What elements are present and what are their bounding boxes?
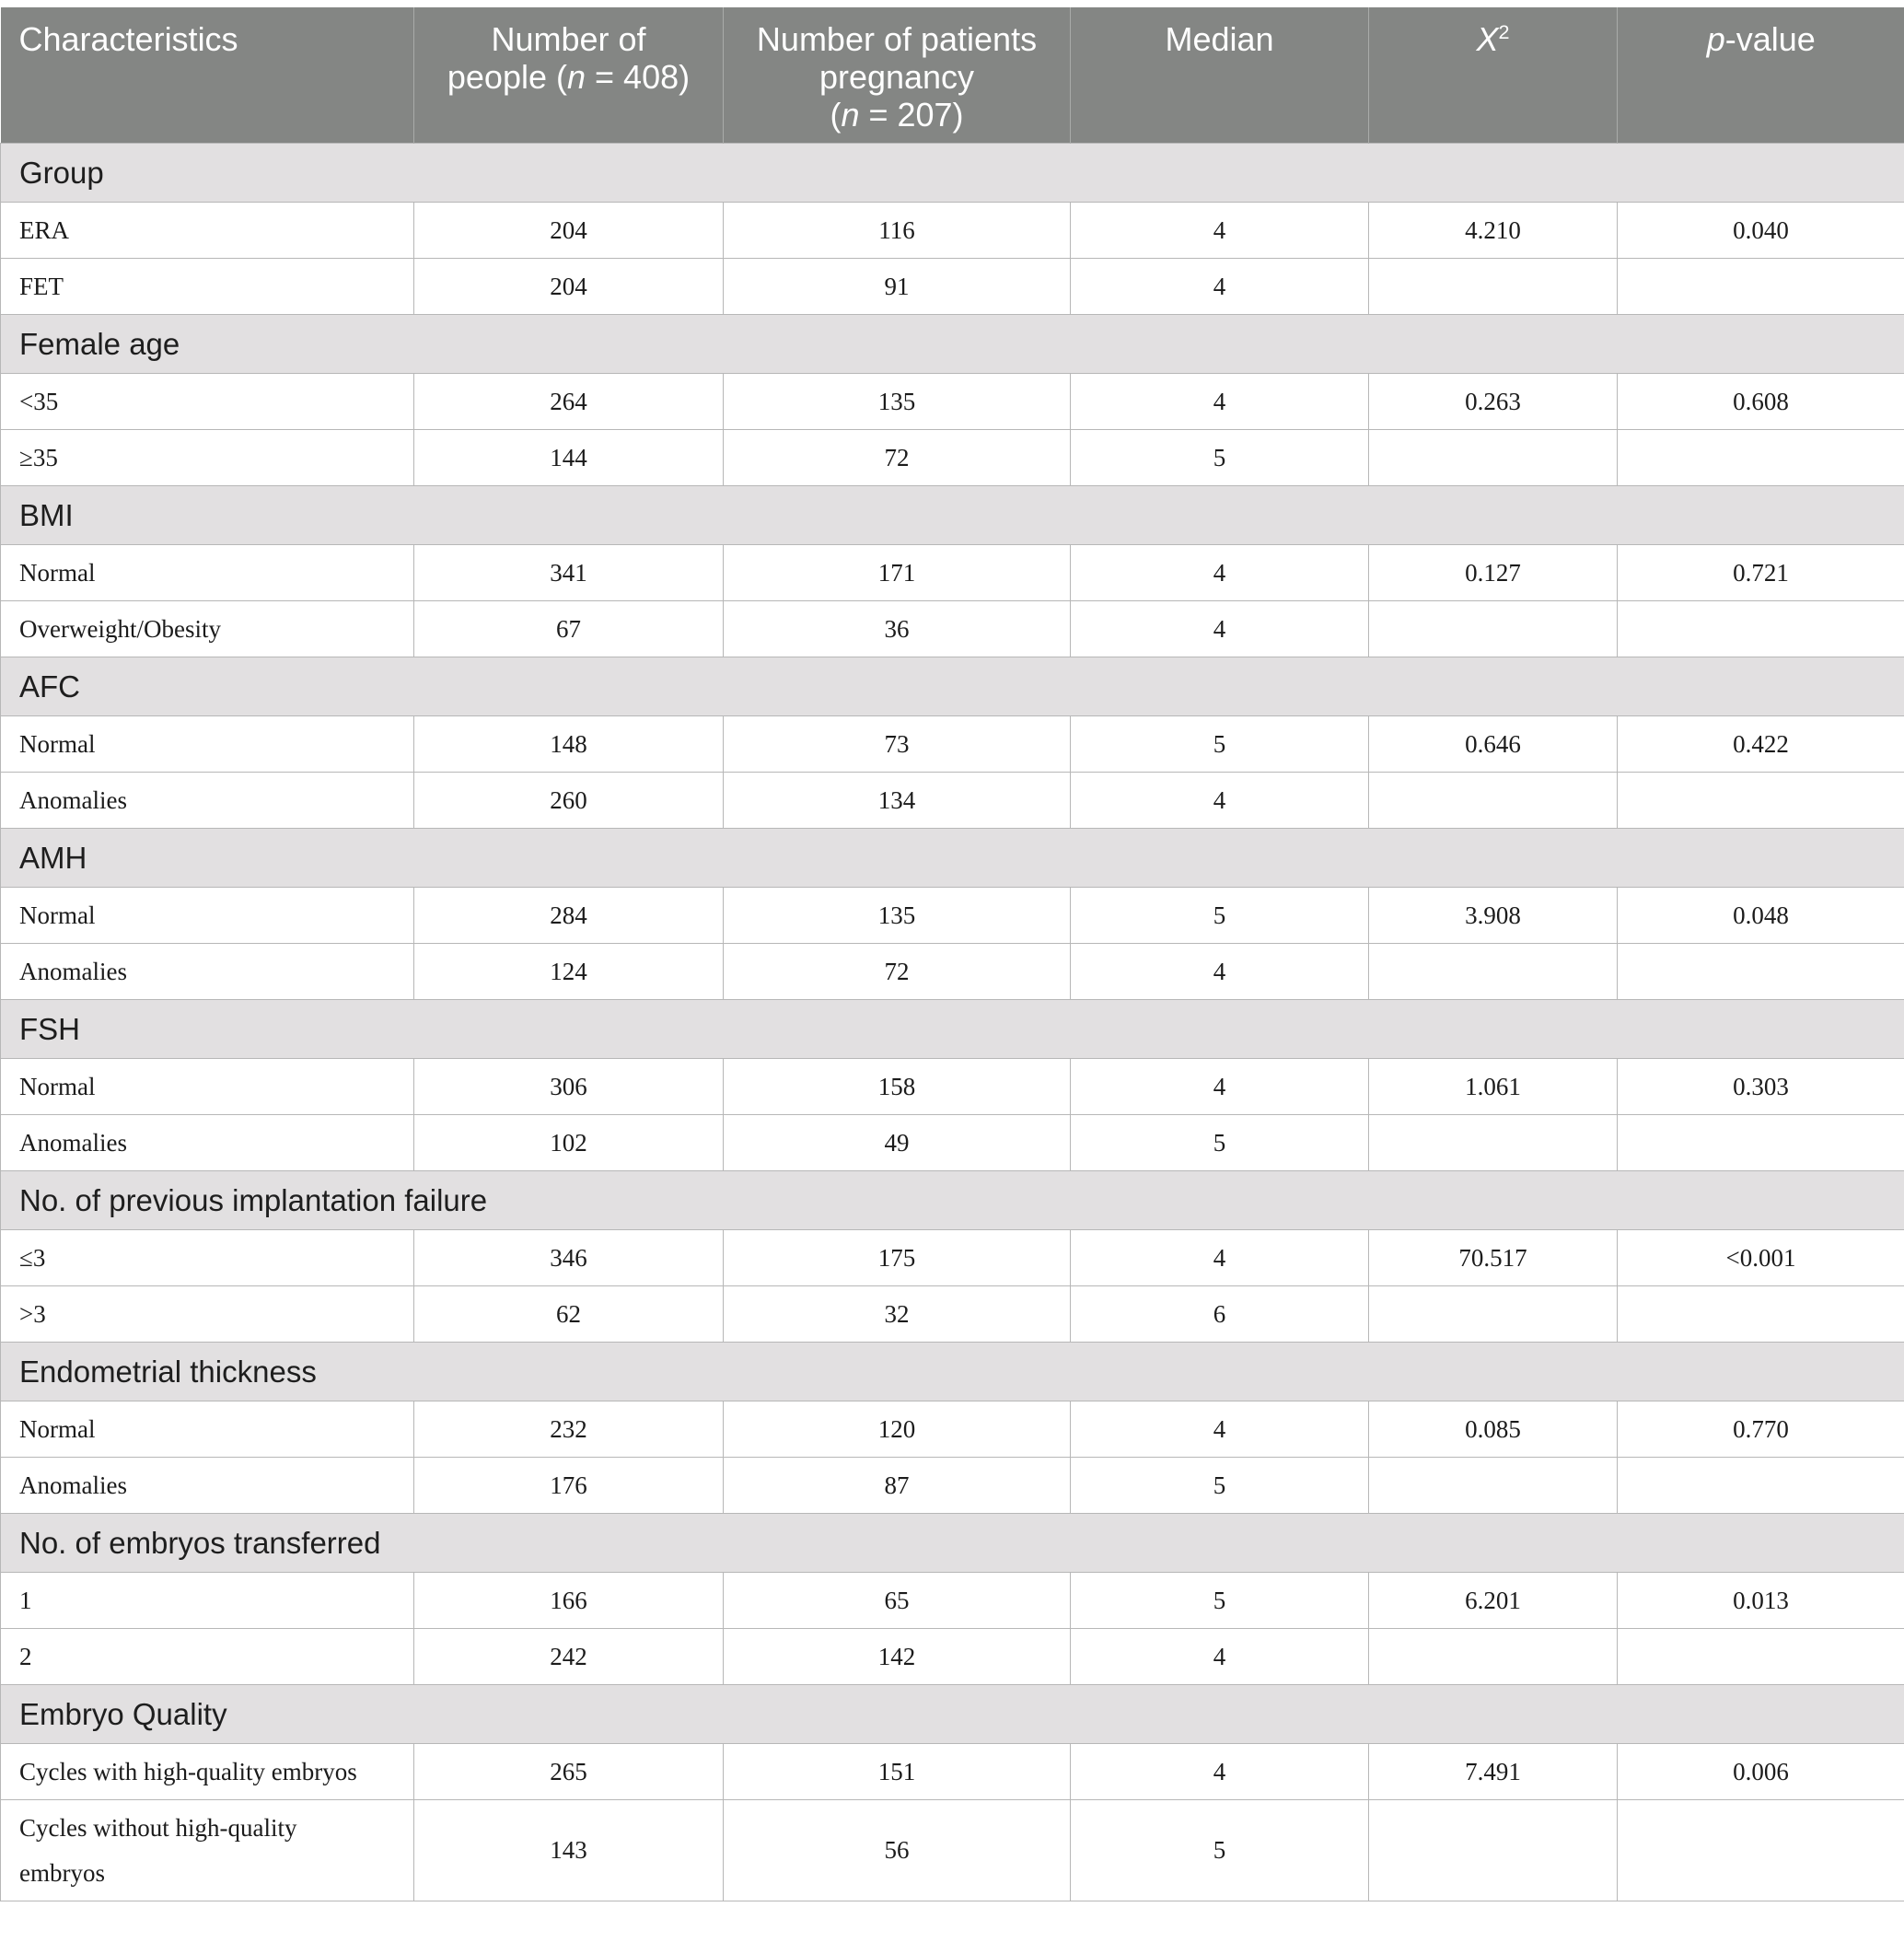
- cell-characteristic-label: 1: [1, 1573, 414, 1629]
- cell-number-of-pregnancy: 120: [724, 1401, 1071, 1458]
- section-title: AFC: [1, 657, 1904, 716]
- section-row: [1, 486, 1904, 545]
- cell-p-value: <0.001: [1618, 1230, 1904, 1286]
- cell-median: 4: [1071, 374, 1369, 430]
- cell-characteristic-label: Anomalies: [1, 1458, 414, 1514]
- cell-median: 4: [1071, 773, 1369, 829]
- cell-characteristic-label: [1, 1800, 414, 1901]
- header-number-of-people: Number of people (n = 408): [414, 7, 724, 144]
- cell-characteristic-label: Overweight/Obesity: [1, 601, 414, 657]
- cell-characteristic-label: Anomalies: [1, 944, 414, 1000]
- header-row: [1, 7, 1904, 144]
- cell-number-of-pregnancy: 135: [724, 888, 1071, 944]
- section-row: [1, 315, 1904, 374]
- cell-characteristic-label: <35: [1, 374, 414, 430]
- cell-number-of-pregnancy: 36: [724, 601, 1071, 657]
- cell-chi-square: 0.127: [1369, 545, 1618, 601]
- cell-chi-square: 6.201: [1369, 1573, 1618, 1629]
- cell-chi-square: [1369, 1629, 1618, 1685]
- cell-number-of-people: 176: [414, 1458, 724, 1514]
- label-line: embryos: [19, 1858, 105, 1887]
- cell-characteristic-label: Anomalies: [1, 1115, 414, 1171]
- cell-chi-square: [1369, 601, 1618, 657]
- cell-p-value: [1618, 944, 1904, 1000]
- cell-number-of-pregnancy: 73: [724, 716, 1071, 773]
- cell-number-of-pregnancy: 56: [724, 1800, 1071, 1901]
- cell-p-value: 0.048: [1618, 888, 1904, 944]
- cell-p-value: [1618, 430, 1904, 486]
- table-row: [1, 773, 1904, 829]
- header-number-of-patients-pregnancy: Number of patients pregnancy (n = 207): [724, 7, 1071, 144]
- cell-chi-square: 0.646: [1369, 716, 1618, 773]
- table-row: [1, 888, 1904, 944]
- cell-number-of-people: 264: [414, 374, 724, 430]
- cell-number-of-people: 306: [414, 1059, 724, 1115]
- cell-number-of-people: 260: [414, 773, 724, 829]
- cell-chi-square: 70.517: [1369, 1230, 1618, 1286]
- cell-number-of-people: 341: [414, 545, 724, 601]
- cell-p-value: 0.770: [1618, 1401, 1904, 1458]
- section-row: [1, 1685, 1904, 1744]
- cell-characteristic-label: Normal: [1, 716, 414, 773]
- cell-p-value: [1618, 1115, 1904, 1171]
- cell-number-of-pregnancy: 171: [724, 545, 1071, 601]
- cell-number-of-pregnancy: 151: [724, 1744, 1071, 1800]
- table-row: [1, 1458, 1904, 1514]
- cell-chi-square: [1369, 1800, 1618, 1901]
- cell-median: 6: [1071, 1286, 1369, 1343]
- cell-number-of-people: 124: [414, 944, 724, 1000]
- cell-p-value: [1618, 1629, 1904, 1685]
- cell-number-of-people: 232: [414, 1401, 724, 1458]
- cell-p-value: [1618, 601, 1904, 657]
- section-title: No. of embryos transferred: [1, 1514, 1904, 1573]
- cell-number-of-pregnancy: 49: [724, 1115, 1071, 1171]
- cell-number-of-people: 62: [414, 1286, 724, 1343]
- cell-median: 4: [1071, 203, 1369, 259]
- cell-number-of-people: 346: [414, 1230, 724, 1286]
- cell-chi-square: 0.263: [1369, 374, 1618, 430]
- cell-number-of-pregnancy: 134: [724, 773, 1071, 829]
- table-container: [0, 7, 1904, 1901]
- cell-chi-square: 3.908: [1369, 888, 1618, 944]
- cell-characteristic-label: ≥35: [1, 430, 414, 486]
- table-header: [1, 7, 1904, 144]
- section-title: FSH: [1, 1000, 1904, 1059]
- cell-number-of-pregnancy: 175: [724, 1230, 1071, 1286]
- cell-characteristic-label: ERA: [1, 203, 414, 259]
- table-row: [1, 1744, 1904, 1800]
- cell-p-value: 0.040: [1618, 203, 1904, 259]
- table-row: [1, 545, 1904, 601]
- cell-number-of-people: 204: [414, 203, 724, 259]
- cell-median: 4: [1071, 1401, 1369, 1458]
- cell-median: 4: [1071, 944, 1369, 1000]
- cell-number-of-people: 148: [414, 716, 724, 773]
- section-title: BMI: [1, 486, 1904, 545]
- cell-characteristic-label: >3: [1, 1286, 414, 1343]
- cell-number-of-people: 242: [414, 1629, 724, 1685]
- cell-p-value: 0.013: [1618, 1573, 1904, 1629]
- cell-p-value: [1618, 773, 1904, 829]
- cell-number-of-pregnancy: 65: [724, 1573, 1071, 1629]
- cell-number-of-pregnancy: 72: [724, 944, 1071, 1000]
- section-row: [1, 144, 1904, 203]
- table-row: [1, 1800, 1904, 1901]
- cell-median: 4: [1071, 1230, 1369, 1286]
- cell-chi-square: [1369, 773, 1618, 829]
- cell-number-of-pregnancy: 142: [724, 1629, 1071, 1685]
- cell-median: 5: [1071, 1800, 1369, 1901]
- cell-p-value: 0.422: [1618, 716, 1904, 773]
- header-p-value: p-value: [1618, 7, 1904, 144]
- cell-number-of-pregnancy: 72: [724, 430, 1071, 486]
- section-row: [1, 1000, 1904, 1059]
- cell-p-value: [1618, 259, 1904, 315]
- cell-number-of-people: 265: [414, 1744, 724, 1800]
- cell-median: 4: [1071, 259, 1369, 315]
- table-row: [1, 1286, 1904, 1343]
- header-chi-square: $X^2$: [1369, 7, 1618, 144]
- table-row: [1, 944, 1904, 1000]
- cell-median: 4: [1071, 601, 1369, 657]
- cell-chi-square: [1369, 944, 1618, 1000]
- table-row: [1, 203, 1904, 259]
- cell-p-value: [1618, 1458, 1904, 1514]
- cell-number-of-pregnancy: 32: [724, 1286, 1071, 1343]
- cell-p-value: [1618, 1800, 1904, 1901]
- section-title: Female age: [1, 315, 1904, 374]
- cell-characteristic-label: Normal: [1, 545, 414, 601]
- cell-number-of-people: 284: [414, 888, 724, 944]
- section-title: Group: [1, 144, 1904, 203]
- cell-characteristic-label: Anomalies: [1, 773, 414, 829]
- table-row: [1, 1230, 1904, 1286]
- cell-median: 5: [1071, 1458, 1369, 1514]
- cell-median: 5: [1071, 888, 1369, 944]
- cell-p-value: 0.006: [1618, 1744, 1904, 1800]
- table-row: [1, 1401, 1904, 1458]
- cell-chi-square: [1369, 1286, 1618, 1343]
- cell-chi-square: [1369, 1458, 1618, 1514]
- cell-characteristic-label: ≤3: [1, 1230, 414, 1286]
- cell-number-of-people: 166: [414, 1573, 724, 1629]
- label-line: Cycles without high-quality: [19, 1813, 297, 1842]
- table-row: [1, 430, 1904, 486]
- cell-number-of-pregnancy: 87: [724, 1458, 1071, 1514]
- section-title: Endometrial thickness: [1, 1343, 1904, 1401]
- section-row: [1, 829, 1904, 888]
- cell-number-of-pregnancy: 91: [724, 259, 1071, 315]
- cell-characteristic-label: FET: [1, 259, 414, 315]
- table-row: [1, 1059, 1904, 1115]
- section-title: AMH: [1, 829, 1904, 888]
- characteristics-table: [0, 7, 1904, 1901]
- cell-number-of-pregnancy: 135: [724, 374, 1071, 430]
- cell-chi-square: [1369, 430, 1618, 486]
- cell-chi-square: [1369, 1115, 1618, 1171]
- section-title: No. of previous implantation failure: [1, 1171, 1904, 1230]
- cell-median: 5: [1071, 1115, 1369, 1171]
- cell-median: 5: [1071, 430, 1369, 486]
- cell-chi-square: 7.491: [1369, 1744, 1618, 1800]
- cell-number-of-people: 204: [414, 259, 724, 315]
- cell-p-value: [1618, 1286, 1904, 1343]
- cell-median: 4: [1071, 1059, 1369, 1115]
- header-median: Median: [1071, 7, 1369, 144]
- cell-number-of-people: 144: [414, 430, 724, 486]
- cell-characteristic-label: Cycles with high-quality embryos: [1, 1744, 414, 1800]
- table-row: [1, 374, 1904, 430]
- cell-median: 5: [1071, 716, 1369, 773]
- table-row: [1, 716, 1904, 773]
- cell-characteristic-label: Normal: [1, 1059, 414, 1115]
- section-row: [1, 1514, 1904, 1573]
- cell-p-value: 0.608: [1618, 374, 1904, 430]
- cell-chi-square: 4.210: [1369, 203, 1618, 259]
- cell-chi-square: 1.061: [1369, 1059, 1618, 1115]
- cell-median: 5: [1071, 1573, 1369, 1629]
- cell-characteristic-label: 2: [1, 1629, 414, 1685]
- cell-number-of-people: 102: [414, 1115, 724, 1171]
- cell-median: 4: [1071, 545, 1369, 601]
- table-body: [1, 144, 1904, 1901]
- section-title: Embryo Quality: [1, 1685, 1904, 1744]
- table-row: [1, 1573, 1904, 1629]
- section-row: [1, 1343, 1904, 1401]
- cell-median: 4: [1071, 1744, 1369, 1800]
- cell-chi-square: 0.085: [1369, 1401, 1618, 1458]
- cell-median: 4: [1071, 1629, 1369, 1685]
- cell-number-of-pregnancy: 116: [724, 203, 1071, 259]
- table-row: [1, 601, 1904, 657]
- cell-number-of-people: 143: [414, 1800, 724, 1901]
- table-row: [1, 259, 1904, 315]
- cell-number-of-pregnancy: 158: [724, 1059, 1071, 1115]
- cell-chi-square: [1369, 259, 1618, 315]
- table-row: [1, 1629, 1904, 1685]
- section-row: [1, 1171, 1904, 1230]
- header-characteristics: Characteristics: [1, 7, 414, 144]
- cell-characteristic-label: Normal: [1, 1401, 414, 1458]
- table-row: [1, 1115, 1904, 1171]
- cell-number-of-people: 67: [414, 601, 724, 657]
- cell-characteristic-label: Normal: [1, 888, 414, 944]
- section-row: [1, 657, 1904, 716]
- cell-p-value: 0.721: [1618, 545, 1904, 601]
- cell-p-value: 0.303: [1618, 1059, 1904, 1115]
